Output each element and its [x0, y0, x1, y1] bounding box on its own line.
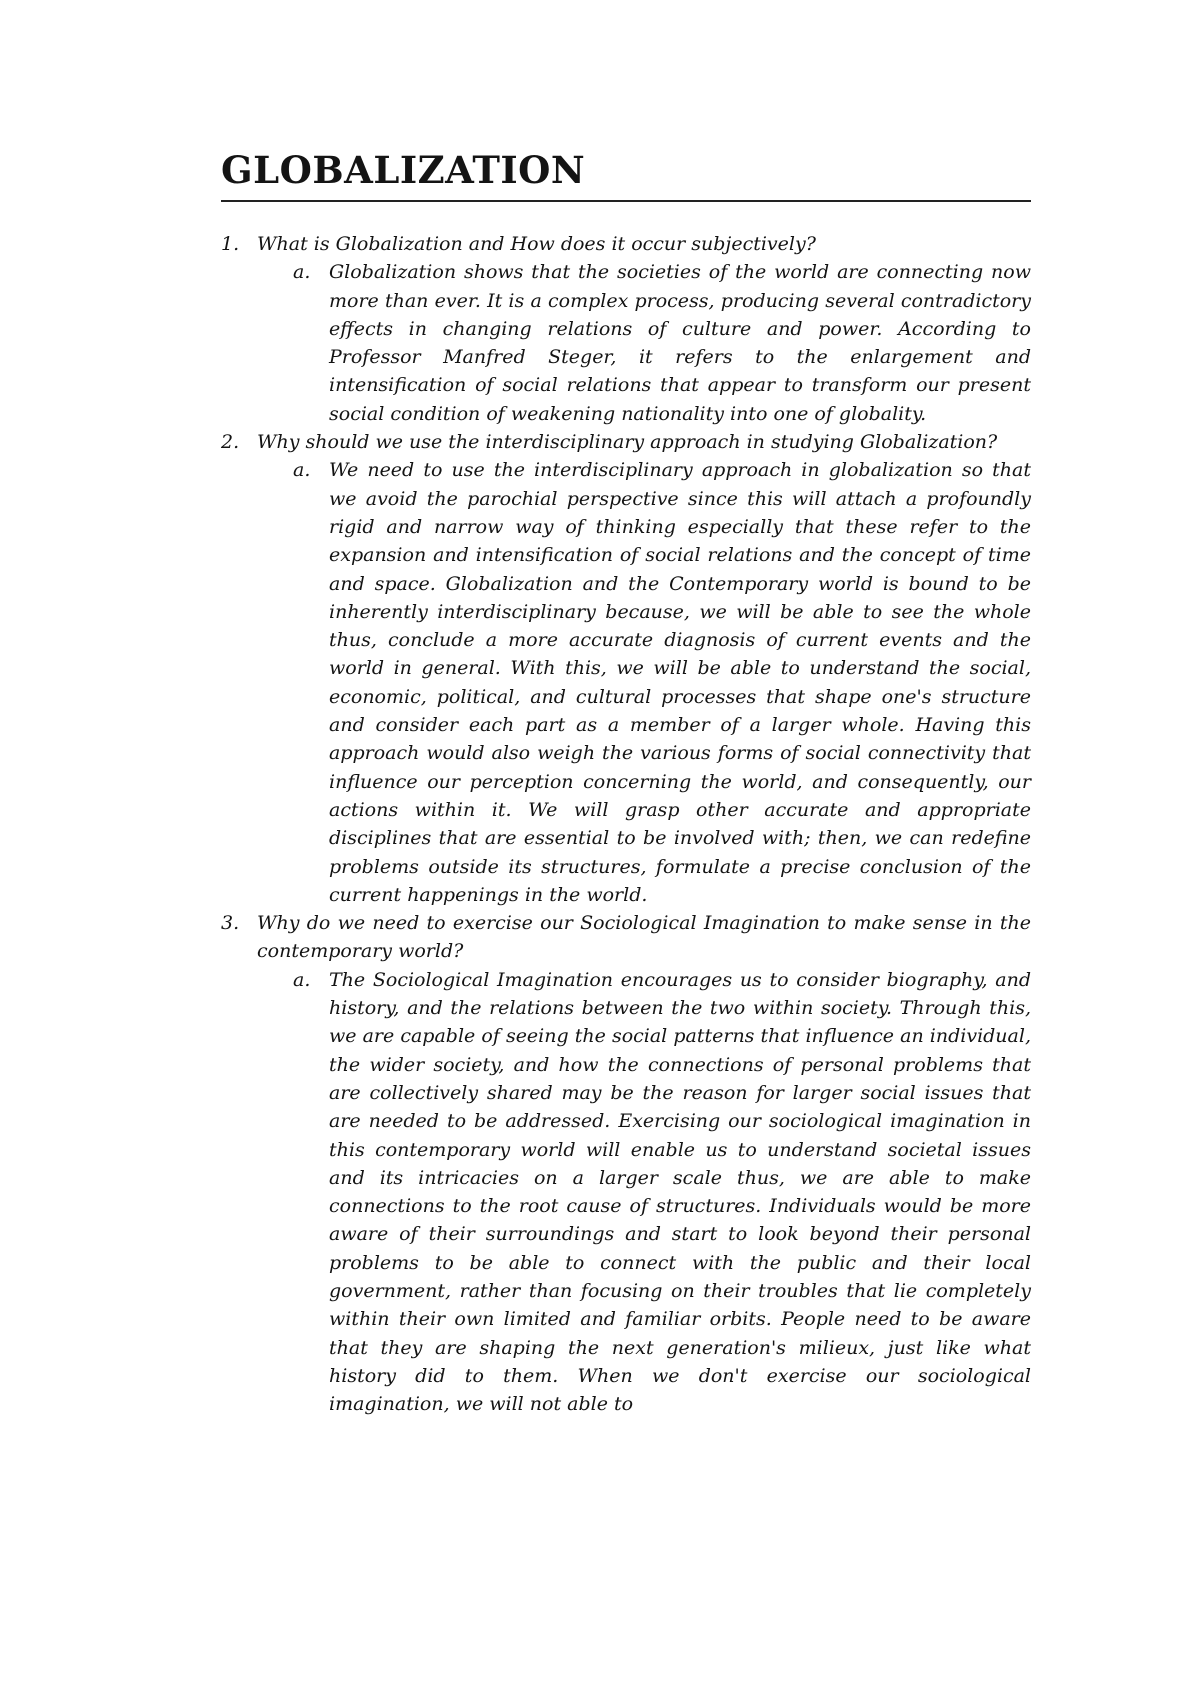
answer-2	[221, 456, 1031, 909]
answer-label: a.	[293, 459, 311, 482]
answer-1	[221, 258, 1031, 428]
question-number: 3.	[221, 912, 240, 935]
page-title: GLOBALIZATION	[221, 146, 1031, 202]
question-number: 2.	[221, 431, 240, 454]
question-3	[221, 909, 1031, 966]
question-text: Why do we need to exercise our Sociological Imagination to make sense in the contemporary world?	[257, 912, 1031, 963]
answer-text: We need to use the interdisciplinary approach in globalization so that we avoid the parochial perspective since this will attach a profoundly rigid and narrow way of thinking especially that these refer to the expansion and intensification of social relations and the concept of time and space. Globalization and the Contemporary world is bound to be inherently interdisciplinary because, we will be able to see the whole thus, conclude a more accurate diagnosis of current events and the world in general. With this, we will be able to understand the social, economic, political, and cultural processes that shape one's structure and consider each part as a member of a larger whole. Having this approach would also weigh the various forms of social connectivity that influence our perception concerning the world, and consequently, our actions within it. We will grasp other accurate and appropriate disciplines that are essential to be involved with; then, we can redefine problems outside its structures, formulate a precise conclusion of the current happenings in the world.	[329, 459, 1031, 906]
question-list	[221, 230, 1031, 1418]
answer-label: a.	[293, 261, 311, 284]
answer-3	[221, 966, 1031, 1419]
question-number: 1.	[221, 233, 240, 255]
answer-text: The Sociological Imagination encourages us to consider biography, and history, and the relations between the two within society. Through this, we are capable of seeing the social patterns that influence an individual, the wider society, and how the connections of personal problems that are collectively shared may be the reason for larger social issues that are needed to be addressed. Exercising our sociological imagination in this contemporary world will enable us to understand societal issues and its intricacies on a larger scale thus, we are able to make connections to the root cause of structures. Individuals would be more aware of their surroundings and start to look beyond their personal problems to be able to connect with the public and their local government, rather than focusing on their troubles that lie completely within their own limited and familiar orbits. People need to be aware that they are shaping the next generation's milieux, just like what history did to them. When we don't exercise our sociological imagination, we will not able to	[329, 968, 1031, 1416]
question-text: Why should we use the interdisciplinary approach in studying Globalization?	[257, 431, 998, 454]
answer-label: a.	[293, 968, 311, 991]
question-2	[221, 428, 1031, 456]
question-1	[221, 230, 1031, 258]
question-text: What is Globalization and How does it occur subjectively?	[257, 233, 816, 255]
answer-text: Globalization shows that the societies of the world are connecting now more than ever. It is a complex process, producing several contradictory effects in changing relations of culture and power. According to Professor Manfred Steger, it refers to the enlargement and intensification of social relations that appear to transform our present social condition of weakening nationality into one of globality.	[329, 261, 1031, 425]
